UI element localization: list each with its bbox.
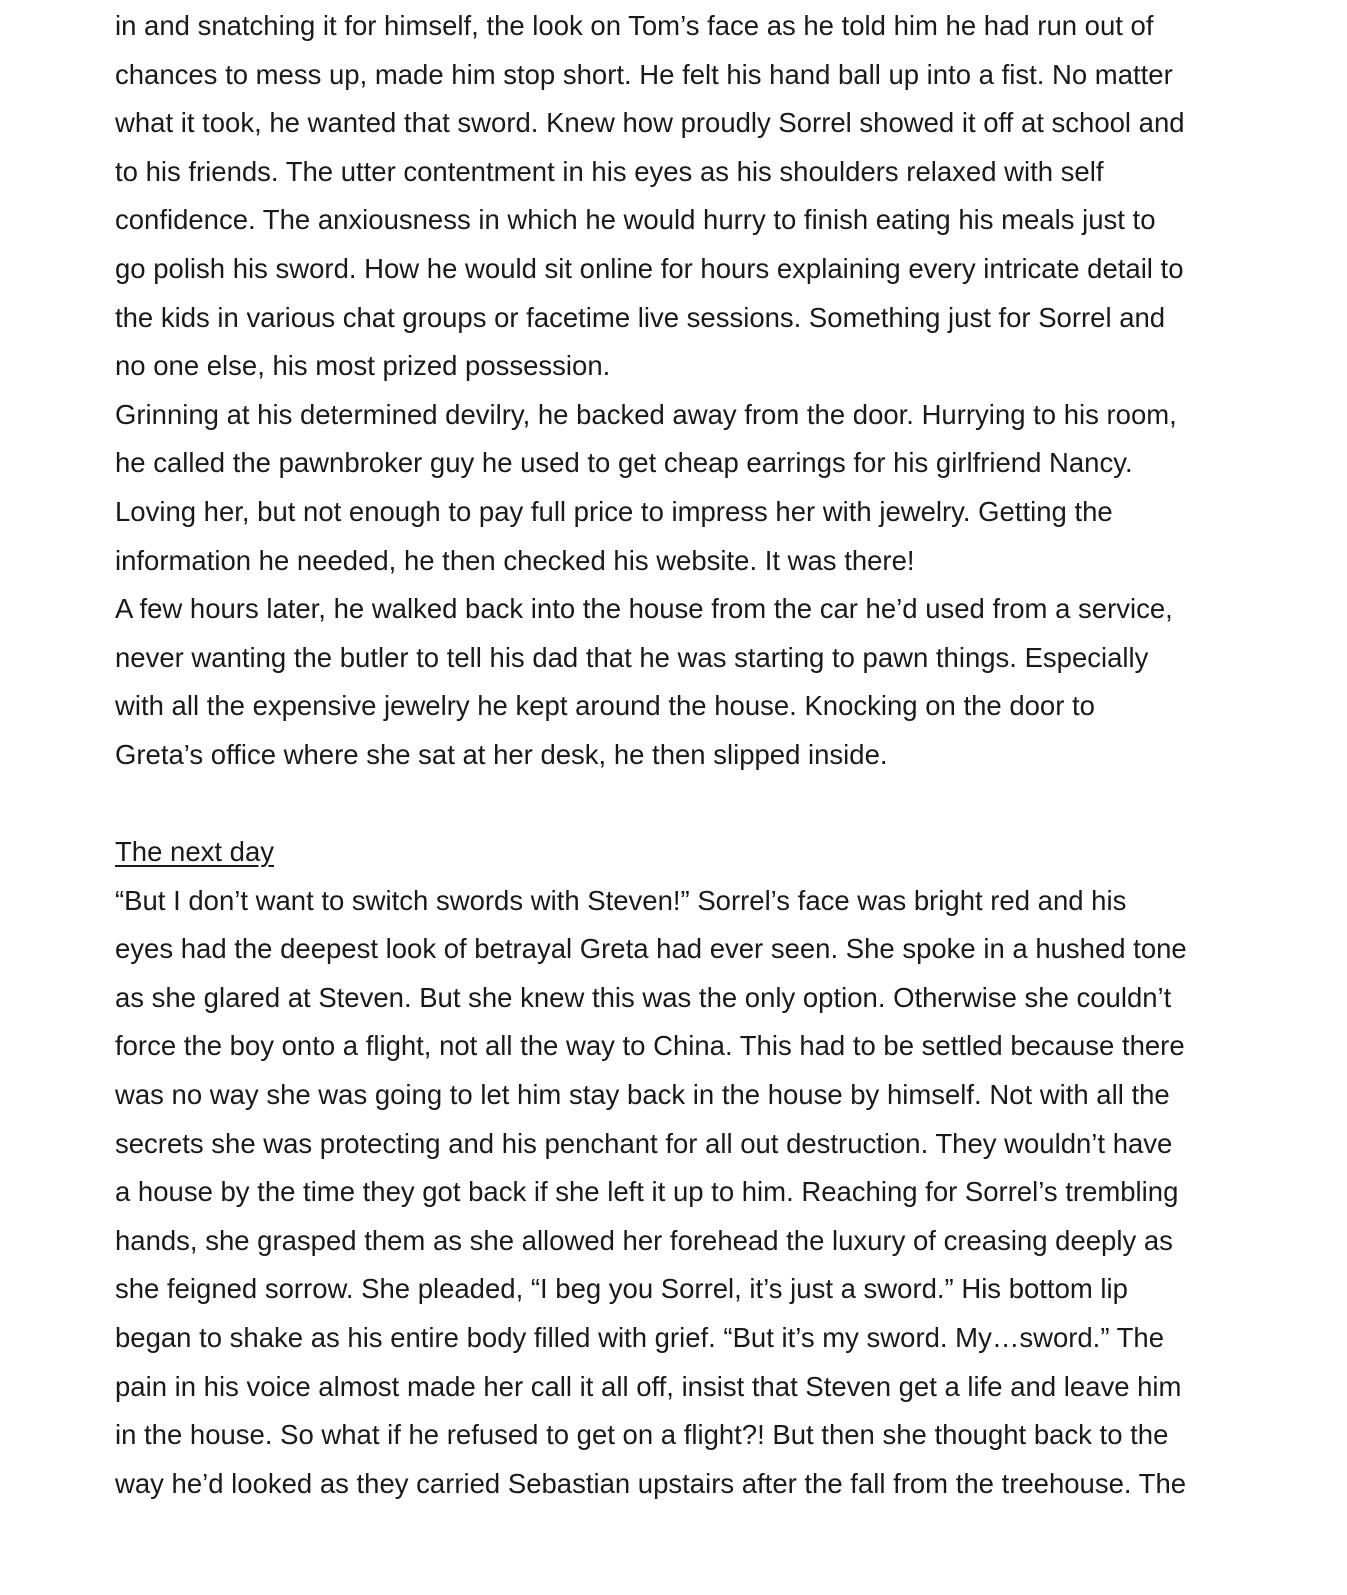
text-line: what it took, he wanted that sword. Knew how proudly Sorrel showed it off at school and [115, 107, 1185, 139]
text-line: never wanting the butler to tell his dad that he was starting to pawn things. Especially [115, 641, 1149, 673]
text-line: Loving her, but not enough to pay full price to impress her with jewelry. Getting the [115, 495, 1113, 527]
text-line: Grinning at his determined devilry, he backed away from the door. Hurrying to his room, [115, 398, 1177, 430]
section-heading-line [115, 828, 1235, 877]
text-line: A few hours later, he walked back into the house from the car he’d used from a service, [115, 593, 1173, 625]
paragraph [115, 2, 1235, 391]
text-line: information he needed, he then checked his website. It was there! [115, 544, 915, 576]
text-line: was no way she was going to let him stay back in the house by himself. Not with all the [115, 1079, 1170, 1111]
text-line: in and snatching it for himself, the look on Tom’s face as he told him he had run out of [115, 10, 1154, 41]
text-line: pain in his voice almost made her call it all off, insist that Steven get a life and leave him [115, 1370, 1182, 1402]
text-line: she feigned sorrow. She pleaded, “I beg you Sorrel, it’s just a sword.” His bottom lip [115, 1273, 1128, 1305]
text-line: force the boy onto a flight, not all the way to China. This had to be settled because there [115, 1030, 1185, 1062]
text-line: way he’d looked as they carried Sebastian upstairs after the fall from the treehouse. The [115, 1467, 1187, 1499]
text-line: go polish his sword. How he would sit online for hours explaining every intricate detail to [115, 252, 1184, 284]
document-page [115, 2, 1235, 1508]
text-line: eyes had the deepest look of betrayal Greta had ever seen. She spoke in a hushed tone [115, 933, 1187, 965]
paragraph [115, 585, 1235, 779]
text-line: with all the expensive jewelry he kept around the house. Knocking on the door to [115, 690, 1095, 722]
blank-line [115, 780, 1235, 829]
text-line: began to shake as his entire body filled with grief. “But it’s my sword. My…sword.” The [115, 1322, 1165, 1354]
text-line: to his friends. The utter contentment in his eyes as his shoulders relaxed with self [115, 155, 1104, 187]
text-line: secrets she was protecting and his penchant for all out destruction. They wouldn’t have [115, 1127, 1173, 1159]
text-line: the kids in various chat groups or facetime live sessions. Something just for Sorrel and [115, 301, 1166, 333]
paragraph [115, 877, 1235, 1509]
text-line: no one else, his most prized possession. [115, 350, 611, 382]
text-line: Greta’s office where she sat at her desk, he then slipped inside. [115, 738, 888, 770]
text-line: in the house. So what if he refused to get on a flight?! But then she thought back to the [115, 1419, 1169, 1451]
text-line: confidence. The anxiousness in which he would hurry to finish eating his meals just to [115, 204, 1156, 236]
text-line: hands, she grasped them as she allowed her forehead the luxury of creasing deeply as [115, 1224, 1173, 1256]
text-line: “But I don’t want to switch swords with Steven!” Sorrel’s face was bright red and his [115, 884, 1127, 916]
paragraph [115, 391, 1235, 585]
text-line: he called the pawnbroker guy he used to get cheap earrings for his girlfriend Nancy. [115, 447, 1133, 479]
text-line: as she glared at Steven. But she knew this was the only option. Otherwise she couldn’t [115, 981, 1172, 1013]
text-line: chances to mess up, made him stop short. He felt his hand ball up into a fist. No matter [115, 58, 1173, 90]
text-line: a house by the time they got back if she left it up to him. Reaching for Sorrel’s trembling [115, 1176, 1179, 1208]
section-heading: The next day [115, 836, 274, 868]
